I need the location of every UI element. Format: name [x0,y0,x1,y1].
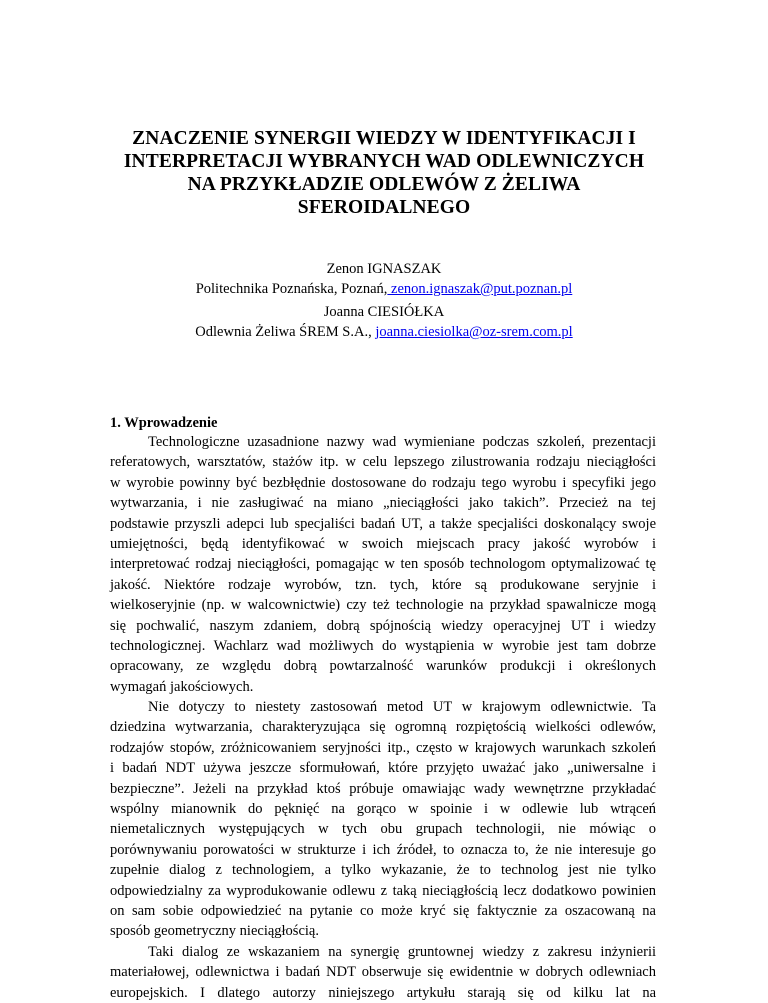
paragraph-1 [110,432,656,697]
text-line: zupełnie dialog z technologiem, a tylko wykazanie, że to technolog jest nie tylko [110,862,656,879]
author-affiliation-line [0,279,768,299]
text-line: europejskich. I dlatego autorzy niniejszego artykułu starają się od kilku lat na [110,984,656,1001]
text-line: sposób geometryczny nieciągłością. [110,923,319,940]
text-line: wielkoseryjnie (np. w walcownictwie) czy też technologie na przykład spawalnicze mogą [110,597,656,614]
text-line: jakość. Niektóre rodzaje wyrobów, tzn. tych, które są produkowane seryjnie i [110,576,656,593]
text-line: wytwarzania, i nie zasługiwać na miano „nieciągłości jako takich”. Przecież na tej [110,495,656,512]
title-line: INTERPRETACJI WYBRANYCH WAD ODLEWNICZYCH [123,151,645,172]
text-line: wspólny mianownik do pęknięć na gorąco w spoinie i w odlewie lub wtrąceń [110,801,656,818]
text-line: odpowiedzialny za wyprodukowanie odlewu z taką nieciągłością lecz dodatkowo powinien [110,882,656,899]
text-line: referatowych, warsztatów, stażów itp. w celu lepszego zilustrowania rodzaju nieciągłości [110,454,656,471]
paper-title [100,127,668,219]
title-line: NA PRZYKŁADZIE ODLEWÓW Z ŻELIWA [187,174,581,195]
text-line: w wyrobie powinny być bezbłędnie dostosowane do rodzaju tego wyrobu i specyfiki jego [110,474,656,491]
text-line: Taki dialog ze wskazaniem na synergię gruntownej wiedzy z zakresu inżynierii [148,943,656,960]
text-line: Technologiczne uzasadnione nazwy wad wymieniane podczas szkoleń, prezentacji [148,434,656,450]
author-affiliation: Odlewnia Żeliwa ŚREM S.A., [195,324,372,340]
text-line: podstawie przyszli adepci lub specjaliści badań UT, a także specjaliści doskonalący swoje [110,515,656,532]
text-line: dziedzina wytwarzania, charakteryzująca się ogromną rozpiętością wielkości odlewów, [110,719,656,736]
text-line: i badań NDT używa jeszcze sformułowań, które przyjęto uważać jako „uniwersalne i [110,760,656,777]
text-line: bezpieczne”. Jeżeli na przykład ktoś próbuje omawiając wady wewnętrzne przykładać [110,780,656,797]
text-line: umiejętności, będą identyfikować w swoich miejscach pracy jakość wyrobów i [110,535,656,552]
text-line: rodzajów stopów, zróżnicowaniem seryjności itp., często w krajowych warunkach szkoleń [110,739,656,756]
author-block-2 [0,302,768,342]
title-line: ZNACZENIE SYNERGII WIEDZY W IDENTYFIKACJI I [132,128,636,149]
paragraph-2 [110,697,656,942]
author-name: Joanna CIESIÓŁKA [323,304,445,320]
text-line: Nie dotyczy to niestety zastosowań metod UT w krajowym odlewnictwie. Ta [148,699,656,716]
text-line: wymagań jakościowych. [110,678,254,695]
text-line: interpretować rodzaj nieciągłości, pomagając w ten sposób technologom optymalizować tę [110,556,656,573]
author-affiliation: Politechnika Poznańska, Poznań, [195,281,388,297]
text-line: on sam sobie odpowiedzieć na pytanie co może kryć się faktycznie za oszacowaną na [110,902,656,919]
text-line: się pochwalić, naszym zdaniem, dobrą spójnością wiedzy operacyjnej UT i wiedzy [110,617,656,634]
author-email-link[interactable]: joanna.ciesiolka@oz-srem.com.pl [375,324,573,340]
section-heading: 1. Wprowadzenie [110,415,218,431]
author-name: Zenon IGNASZAK [326,261,442,277]
text-line: porównywaniu porowatości w strukturze i ich źródeł, to oznacza to, że nie interesuje go [110,841,656,858]
author-email-link[interactable]: zenon.ignaszak@put.poznan.pl [387,281,573,297]
text-line: materiałowej, odlewnictwa i badań NDT obserwuje się ewidentnie w dobrych odlewniach [110,964,656,981]
section-body [110,432,656,1003]
title-line: SFEROIDALNEGO [297,197,471,218]
author-block-1 [0,259,768,299]
text-line: niemetalicznych występujących w tych obu grupach technologii, nie mówiąc o [110,821,656,838]
text-line: technologicznej. Wachlarz wad możliwych do wystąpienia w wyrobie jest tam dobrze [110,637,656,654]
text-line: opracowany, ze względu dobrą powtarzalność warunków produkcji i określonych [110,658,656,675]
author-affiliation-line [0,322,768,342]
